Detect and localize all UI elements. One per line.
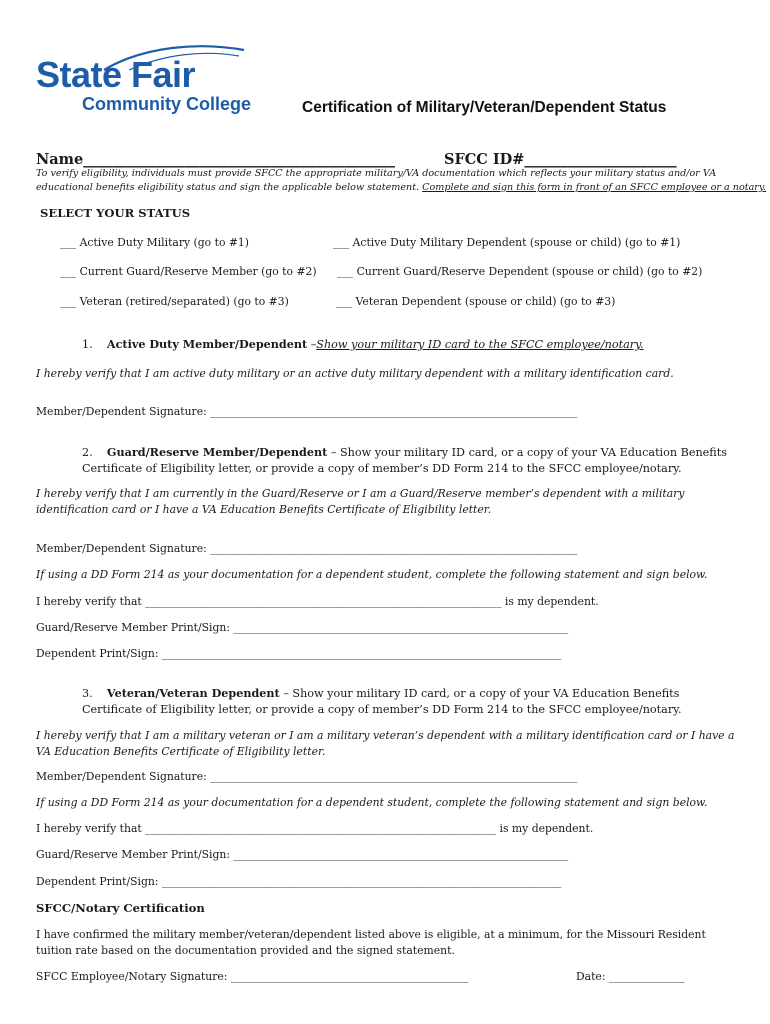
section-3-verify-field[interactable]: I hereby verify that _________________________________________________________________ is my dependent. bbox=[36, 822, 594, 835]
notary-signature-field[interactable]: SFCC Employee/Notary Signature: ____________________________________________ bbox=[36, 970, 469, 983]
option-veteran-dependent[interactable]: ___ Veteran Dependent (spouse or child) (go to #3) bbox=[336, 295, 616, 308]
section-3-dd-note: If using a DD Form 214 as your documentation for a dependent student, complete the following statement and sign below. bbox=[36, 796, 708, 809]
section-3-member-print-field[interactable]: Guard/Reserve Member Print/Sign: ______________________________________________________________ bbox=[36, 848, 569, 861]
section-1-statement: I hereby verify that I am active duty military or an active duty military dependent with a military identification card. bbox=[36, 367, 674, 380]
section-3-dependent-print-field[interactable]: Dependent Print/Sign: __________________________________________________________________________ bbox=[36, 875, 562, 888]
date-field[interactable]: Date: ______________ bbox=[576, 970, 685, 983]
section-2-dd-note: If using a DD Form 214 as your documentation for a dependent student, complete the following statement and sign below. bbox=[36, 568, 708, 581]
section-1-signature-field[interactable]: Member/Dependent Signature: ____________________________________________________________________ bbox=[36, 405, 578, 418]
intro-text: To verify eligibility, individuals must provide SFCC the appropriate military/VA documentation which reflects your military status and/or VA educational benefits eligibility status and sign the applicable below statement. Complete and sign this form in front of an SFCC employee or a notary. bbox=[36, 168, 767, 193]
section-2-dependent-print-field[interactable]: Dependent Print/Sign: __________________________________________________________________________ bbox=[36, 647, 562, 660]
section-3-statement: I hereby verify that I am a military veteran or I am a military veteran’s dependent with a military identification card or I have a VA Education Benefits Certificate of Eligibility letter. bbox=[36, 729, 735, 758]
section-2-signature-field[interactable]: Member/Dependent Signature: ____________________________________________________________________ bbox=[36, 542, 578, 555]
option-active-duty-military[interactable]: ___ Active Duty Military (go to #1) bbox=[60, 236, 250, 249]
section-2-member-print-field[interactable]: Guard/Reserve Member Print/Sign: ______________________________________________________________ bbox=[36, 621, 569, 634]
page-title: Certification of Military/Veteran/Dependent Status bbox=[302, 99, 667, 116]
sfcc-id-field[interactable]: SFCC ID#_____________________ bbox=[444, 151, 677, 168]
option-guard-reserve-member[interactable]: ___ Current Guard/Reserve Member (go to #2) bbox=[60, 265, 317, 278]
certification-heading: SFCC/Notary Certification bbox=[36, 901, 205, 915]
section-1-title: 1. Active Duty Member/Dependent –Show your military ID card to the SFCC employee/notary. bbox=[82, 337, 644, 351]
option-veteran[interactable]: ___ Veteran (retired/separated) (go to #3) bbox=[60, 295, 289, 308]
option-guard-reserve-dependent[interactable]: ___ Current Guard/Reserve Dependent (spouse or child) (go to #2) bbox=[337, 265, 703, 278]
select-status-heading: SELECT YOUR STATUS bbox=[40, 206, 191, 220]
logo-subtitle: Community College bbox=[82, 94, 252, 114]
option-active-duty-dependent[interactable]: ___ Active Duty Military Dependent (spouse or child) (go to #1) bbox=[333, 236, 681, 249]
section-2-verify-field[interactable]: I hereby verify that __________________________________________________________________ is my dependent. bbox=[36, 595, 599, 608]
section-3-title: 3. Veteran/Veteran Dependent – Show your military ID card, or a copy of your VA Education Benefits Certificate of Eligibility letter, or provide a copy of member’s DD Form 214 to the SFCC employee/notary. bbox=[82, 686, 682, 716]
section-2-statement: I hereby verify that I am currently in the Guard/Reserve or I am a Guard/Reserve member’s dependent with a military identification card or I have a VA Education Benefits Certificate of Eligibility letter. bbox=[36, 487, 685, 516]
college-logo bbox=[34, 40, 252, 120]
logo-wordmark: State Fair bbox=[36, 54, 196, 95]
certification-text: I have confirmed the military member/veteran/dependent listed above is eligible, at a minimum, for the Missouri Resident tuition rate based on the documentation provided and the signed statement. bbox=[36, 928, 706, 957]
name-field[interactable]: Name___________________________________________ bbox=[36, 151, 395, 168]
section-3-signature-field[interactable]: Member/Dependent Signature: ____________________________________________________________________ bbox=[36, 770, 578, 783]
section-2-title: 2. Guard/Reserve Member/Dependent – Show your military ID card, or a copy of your VA Education Benefits Certificate of Eligibility letter, or provide a copy of member’s DD Form 214 to the SFCC employee/notary. bbox=[82, 445, 728, 475]
